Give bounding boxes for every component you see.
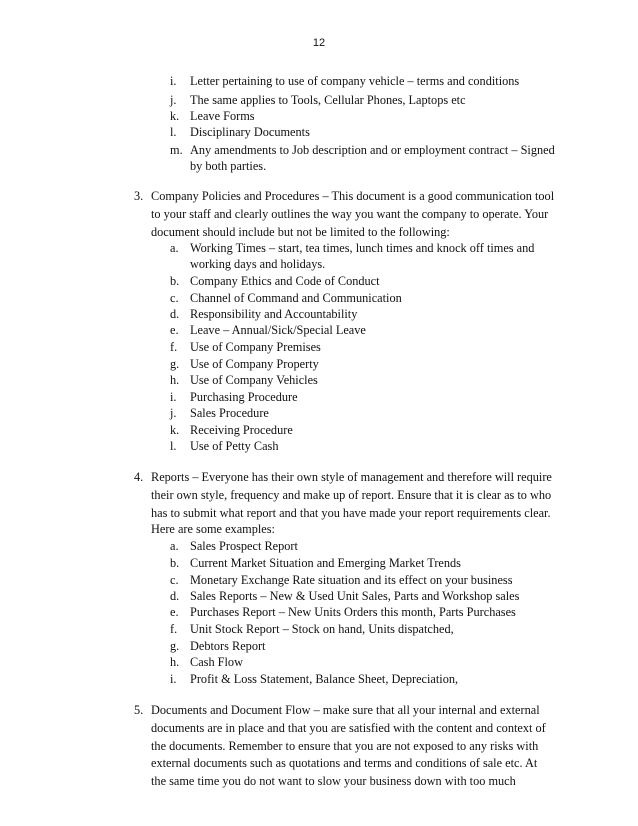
section-3-heading	[134, 188, 554, 204]
list-item	[170, 588, 519, 604]
list-marker: i.	[170, 390, 177, 404]
list-item-text: Working Times – start, tea times, lunch times and knock off times and	[190, 241, 535, 255]
paragraph-line: documents are in place and that you are satisfied with the content and context of	[151, 721, 546, 735]
list-item	[170, 273, 380, 289]
list-marker: h.	[170, 655, 180, 669]
list-marker: c.	[170, 573, 179, 587]
list-item	[170, 654, 243, 670]
list-item	[170, 638, 265, 654]
paragraph-line: Documents and Document Flow – make sure that all your internal and external	[151, 703, 540, 717]
section-5-heading	[134, 702, 540, 718]
list-item-text: Use of Company Vehicles	[190, 373, 318, 387]
paragraph-line: Here are some examples:	[151, 522, 275, 536]
list-item	[170, 306, 357, 322]
list-item-text: Company Ethics and Code of Conduct	[190, 274, 380, 288]
list-item-text: Profit & Loss Statement, Balance Sheet, Depreciation,	[190, 672, 459, 686]
list-marker: k.	[170, 423, 180, 437]
list-marker: h.	[170, 373, 180, 387]
list-marker: d.	[170, 307, 180, 321]
list-item	[170, 538, 298, 554]
list-item-continuation: working days and holidays.	[190, 257, 326, 271]
section-number: 4.	[134, 470, 144, 484]
list-item-text: Use of Company Premises	[190, 340, 321, 354]
list-item-text: Disciplinary Documents	[190, 125, 310, 139]
list-item-text: Use of Company Property	[190, 357, 319, 371]
list-item-text: Channel of Command and Communication	[190, 291, 402, 305]
list-item-text: Responsibility and Accountability	[190, 307, 358, 321]
list-item	[170, 92, 466, 108]
paragraph-line: Reports – Everyone has their own style of management and therefore will require	[151, 470, 552, 484]
list-marker: e.	[170, 323, 179, 337]
list-item-text: Purchasing Procedure	[190, 390, 298, 404]
paragraph-line: Company Policies and Procedures – This document is a good communication tool	[151, 189, 555, 203]
list-item	[170, 372, 318, 388]
paragraph-line: external documents such as quotations and terms and conditions of sale etc. At	[151, 756, 538, 770]
list-item	[170, 405, 269, 421]
list-item-text: Leave – Annual/Sick/Special Leave	[190, 323, 366, 337]
list-item-text: Leave Forms	[190, 109, 255, 123]
paragraph-line: has to submit what report and that you have made your report requirements clear.	[151, 506, 551, 520]
list-item	[170, 290, 402, 306]
list-item-text: Any amendments to Job description and or employment contract – Signed	[190, 143, 555, 157]
list-item	[170, 322, 366, 338]
list-item	[170, 389, 298, 405]
list-item-text: Sales Reports – New & Used Unit Sales, Parts and Workshop sales	[190, 589, 520, 603]
section-number: 5.	[134, 703, 144, 717]
list-marker: a.	[170, 539, 179, 553]
list-marker: c.	[170, 291, 179, 305]
paragraph-line: the same time you do not want to slow your business down with too much	[151, 774, 516, 788]
list-marker: d.	[170, 589, 180, 603]
list-item-text: Purchases Report – New Units Orders this month, Parts Purchases	[190, 605, 516, 619]
list-item-text: The same applies to Tools, Cellular Phones, Laptops etc	[190, 93, 466, 107]
list-marker: j.	[170, 93, 177, 107]
list-marker: g.	[170, 357, 180, 371]
paragraph-line: document should include but not be limited to the following:	[151, 225, 450, 239]
list-marker: l.	[170, 125, 177, 139]
list-marker: k.	[170, 109, 180, 123]
list-item	[170, 142, 555, 158]
list-item	[170, 671, 458, 687]
list-marker: j.	[170, 406, 177, 420]
list-marker: l.	[170, 439, 177, 453]
list-item	[170, 572, 513, 588]
list-marker: b.	[170, 556, 180, 570]
list-item	[170, 124, 310, 140]
list-item-text: Sales Procedure	[190, 406, 269, 420]
list-item	[170, 339, 321, 355]
list-item-text: Letter pertaining to use of company vehicle – terms and conditions	[190, 74, 520, 88]
list-item	[170, 73, 519, 89]
list-marker: g.	[170, 639, 180, 653]
list-item	[170, 422, 293, 438]
list-marker: i.	[170, 672, 177, 686]
paragraph-line: their own style, frequency and make up of report. Ensure that it is clear as to who	[151, 488, 552, 502]
list-item	[170, 438, 278, 454]
list-item-text: Unit Stock Report – Stock on hand, Units dispatched,	[190, 622, 454, 636]
page-number: 12	[312, 37, 326, 49]
list-item	[170, 240, 534, 256]
list-item	[170, 356, 319, 372]
list-marker: f.	[170, 340, 178, 354]
section-number: 3.	[134, 189, 144, 203]
list-marker: m.	[170, 143, 183, 157]
list-item-text: Cash Flow	[190, 655, 243, 669]
section-4-heading	[134, 469, 552, 485]
paragraph-line: to your staff and clearly outlines the way you want the company to operate. Your	[151, 207, 549, 221]
list-marker: e.	[170, 605, 179, 619]
list-item-text: Debtors Report	[190, 639, 266, 653]
list-marker: a.	[170, 241, 179, 255]
list-item	[170, 108, 255, 124]
list-item-text: Receiving Procedure	[190, 423, 293, 437]
list-item	[170, 555, 461, 571]
list-item	[170, 604, 516, 620]
list-marker: b.	[170, 274, 180, 288]
list-item-text: Monetary Exchange Rate situation and its effect on your business	[190, 573, 513, 587]
list-item-continuation: by both parties.	[190, 159, 267, 173]
list-item-text: Sales Prospect Report	[190, 539, 298, 553]
list-item-text: Current Market Situation and Emerging Market Trends	[190, 556, 461, 570]
list-marker: i.	[170, 74, 177, 88]
list-marker: f.	[170, 622, 178, 636]
list-item	[170, 621, 454, 637]
list-item-text: Use of Petty Cash	[190, 439, 279, 453]
paragraph-line: the documents. Remember to ensure that you are not exposed to any risks with	[151, 739, 539, 753]
